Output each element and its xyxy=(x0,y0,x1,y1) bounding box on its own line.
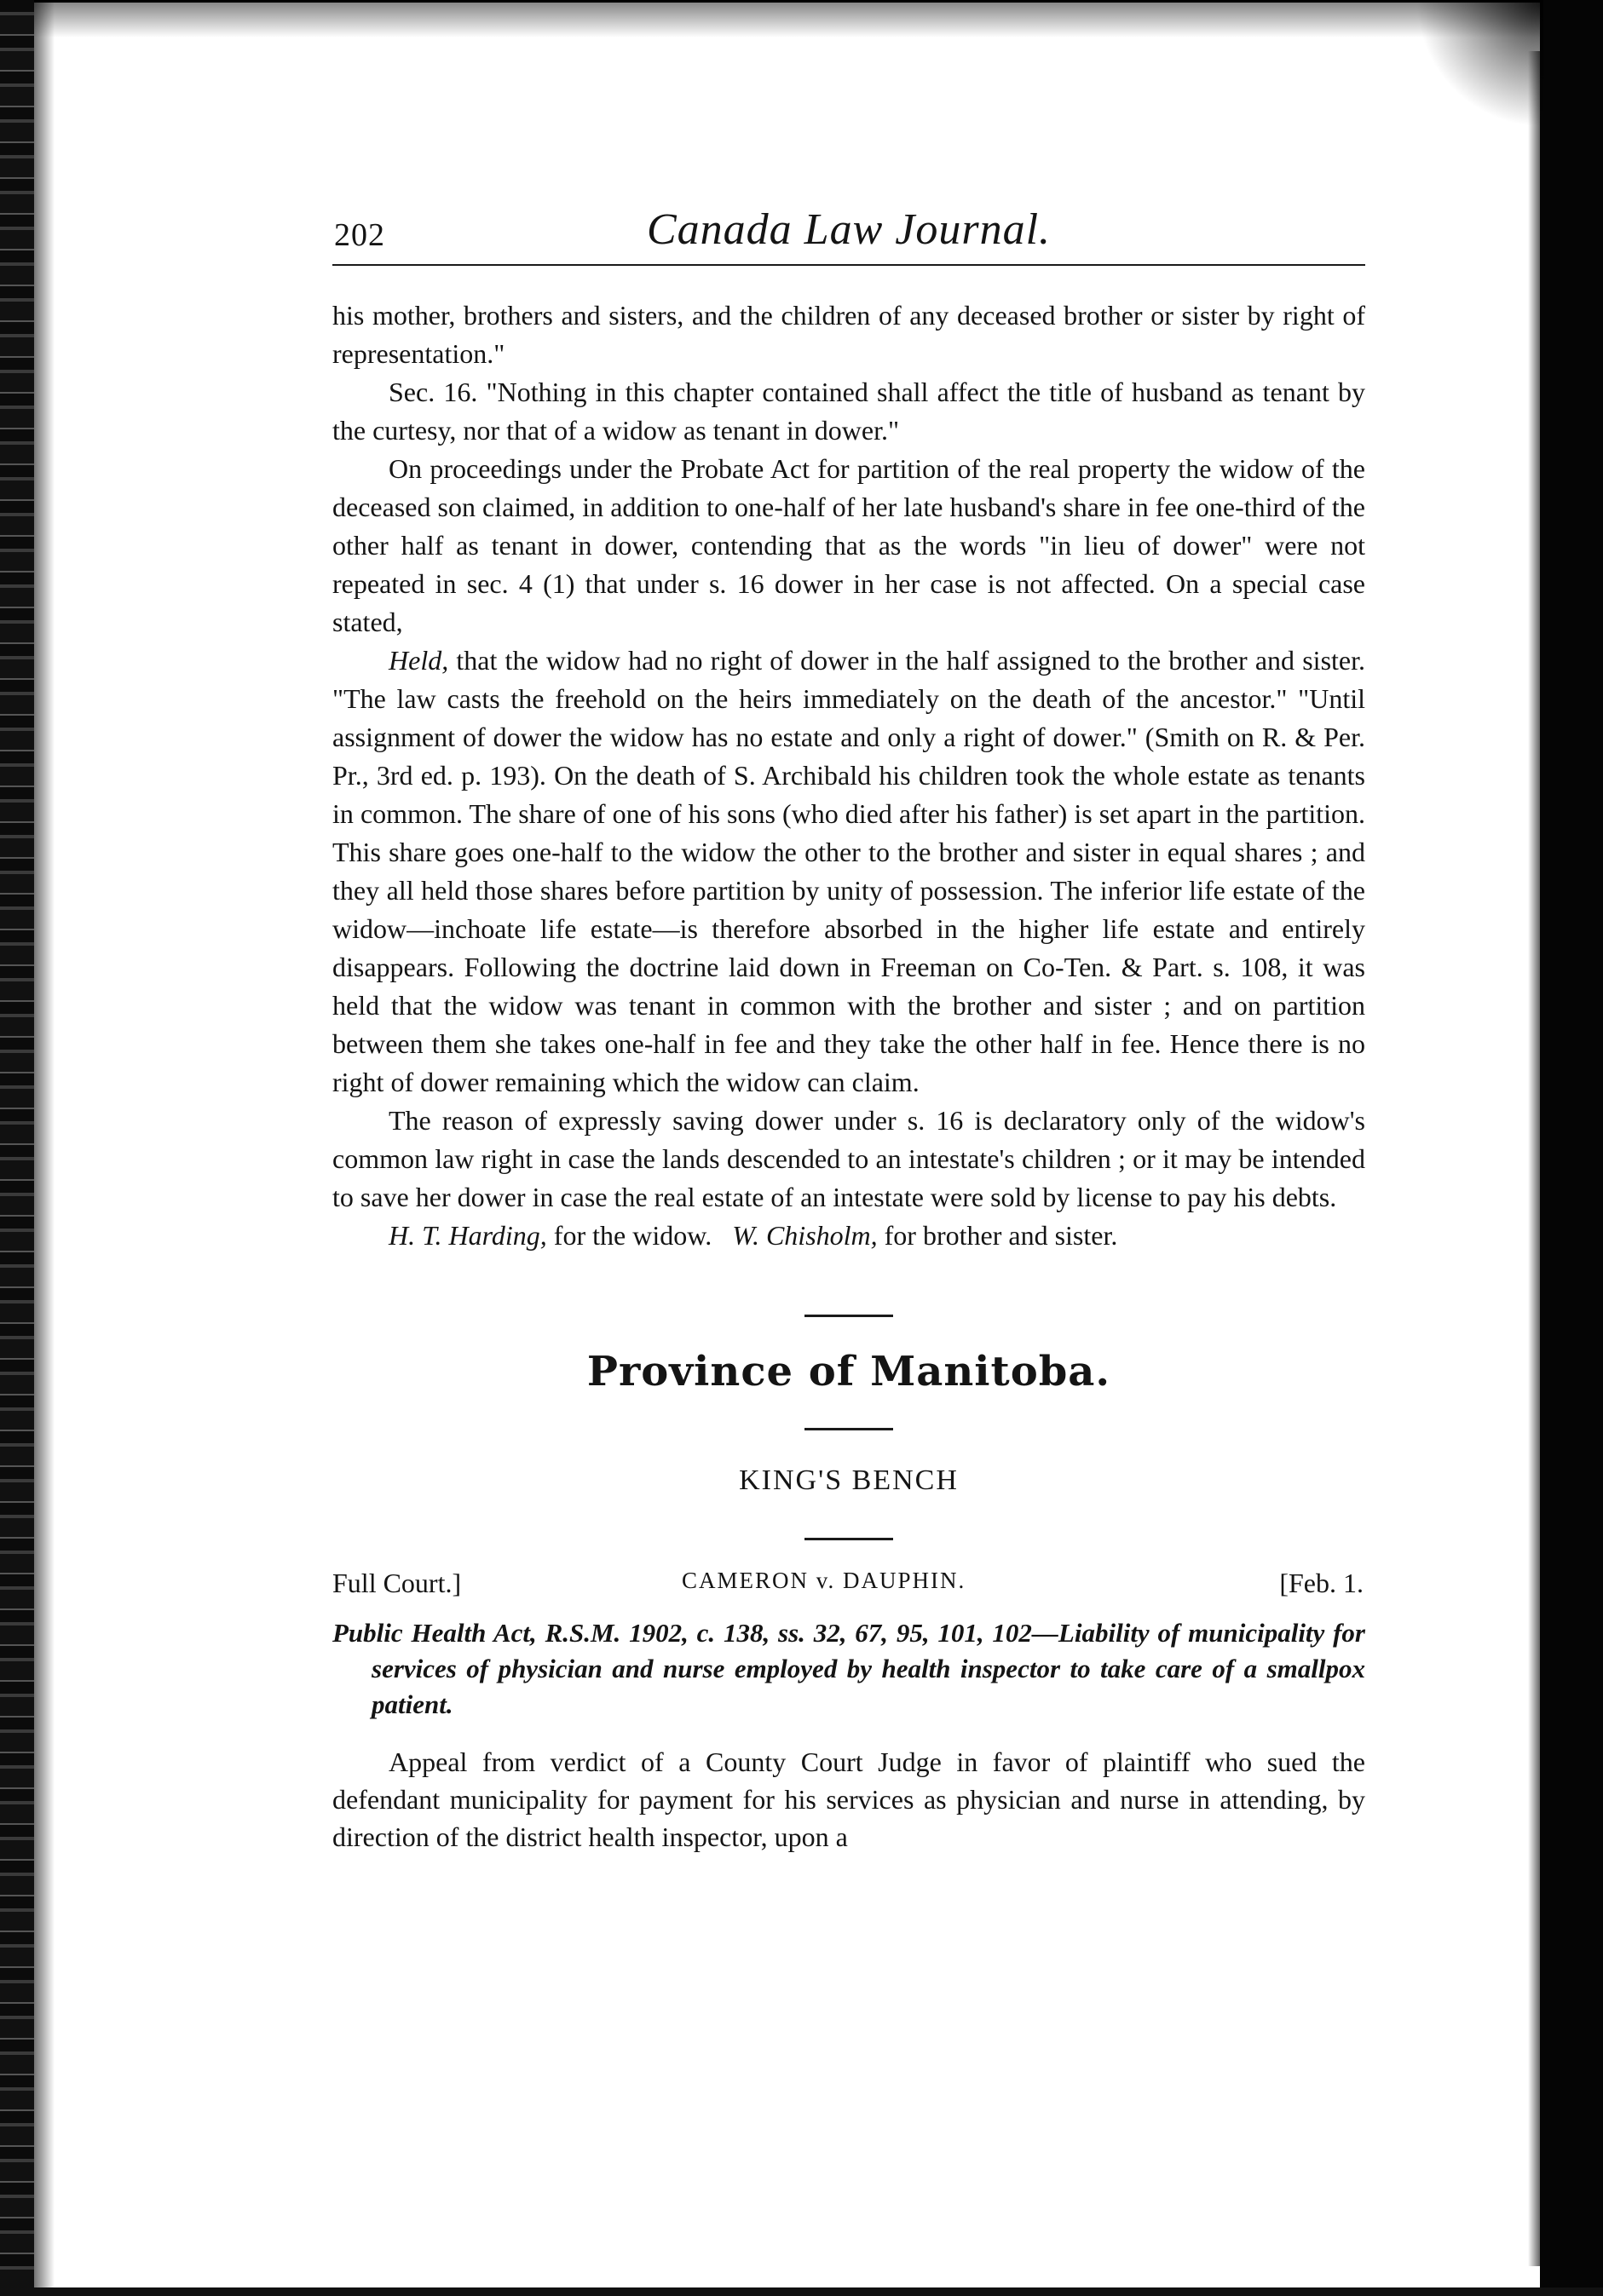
case-name: CAMERON v. DAUPHIN. xyxy=(682,1568,966,1593)
paragraph-proceedings: On proceedings under the Probate Act for partition of the real property the widow of the deceased son claimed, in addition to one-half of her late husband's share in fee one-third of the other half as tenant in dower, contending that as the words "in lieu of dower" were not repeated in sec. 4 (1) that under s. 16 dower in her case is not affected. On a special case stated, xyxy=(332,453,1365,637)
province-heading: Province of Manitoba. xyxy=(586,1348,1111,1395)
section-rule-3 xyxy=(804,1538,893,1540)
held-label: Held, xyxy=(389,645,449,676)
counsel-line xyxy=(332,1217,1365,1255)
counsel-name-2: W. Chisholm, xyxy=(732,1220,878,1251)
journal-page xyxy=(332,204,1365,1856)
counsel-name-1: H. T. Harding, xyxy=(389,1220,547,1251)
scan-left-binding xyxy=(0,0,34,2296)
journal-title: Canada Law Journal. xyxy=(646,205,1052,254)
scan-top-shadow xyxy=(0,0,1603,37)
paragraph-reason: The reason of expressly saving dower under s. 16 is declaratory only of the widow's common law right in case the lands descended to an intestate's children ; or it may be intended to save her dower in case the real estate of an intestate were sold by license to pay his debts. xyxy=(332,1105,1365,1212)
case-line xyxy=(332,1568,1365,1605)
counsel-role-2: for brother and sister. xyxy=(884,1220,1118,1251)
section-rule-1 xyxy=(804,1315,893,1317)
paragraph-continuation: his mother, brothers and sisters, and the children of any deceased brother or sister by right of representation." xyxy=(332,300,1365,369)
scan-right-shadow xyxy=(1528,51,1540,2266)
counsel-role-1: for the widow. xyxy=(553,1220,712,1251)
held-text: that the widow had no right of dower in the half assigned to the brother and sister. "The law casts the freehold on the heirs immediately on the death of the ancestor." "Until assignment of dower the widow has no estate and only a right of dower." (Smith on R. & Per. Pr., 3rd ed. p. 193). On the death of S. Archibald his children took the whole estate as tenants in common. The share of one of his sons (who died after his father) is set apart in the partition. This share goes one-half to the widow the other to the brother and sister in equal shares ; and they all held those shares before partition by unity of possession. The inferior life estate of the widow—inchoate life estate—is therefore absorbed in the higher life estate and entirely disappears. Following the doctrine laid down in Freeman on Co-Ten. & Part. s. 108, it was held that the widow was tenant in common with the brother and sister ; and on partition between them she takes one-half in fee and they take the other half in fee. Hence there is no right of dower remaining which the widow can claim. xyxy=(332,645,1366,1097)
appeal-paragraph: Appeal from verdict of a County Court Judge in favor of plaintiff who sued the defendant municipality for payment for his services as physician and nurse in attending, by direction of the district health inspector, upon a xyxy=(332,1746,1365,1852)
headnote: Public Health Act, R.S.M. 1902, c. 138, ss. 32, 67, 95, 101, 102—Liability of municipality for services of physician and nurse employed by health inspector to take care of a smallpox patient. xyxy=(332,1618,1365,1719)
scan-right-edge xyxy=(1540,0,1603,2296)
paragraph-sec-16: Sec. 16. "Nothing in this chapter contained shall affect the title of husband as tenant by the curtesy, nor that of a widow as tenant in dower." xyxy=(332,377,1365,446)
case-court: Full Court.] xyxy=(332,1568,462,1598)
header-rule xyxy=(332,264,1365,266)
paragraph-held xyxy=(332,642,1365,1102)
scan-bottom-edge xyxy=(0,2287,1603,2296)
section-rule-2 xyxy=(804,1428,893,1430)
case-date: [Feb. 1. xyxy=(1279,1568,1364,1598)
running-head xyxy=(332,204,1365,256)
court-heading: KING'S BENCH xyxy=(739,1464,959,1496)
scan-left-shadow xyxy=(34,0,55,2296)
scan-corner-shadow xyxy=(1416,0,1543,128)
body-text xyxy=(332,296,1365,1255)
page-number: 202 xyxy=(334,217,385,253)
